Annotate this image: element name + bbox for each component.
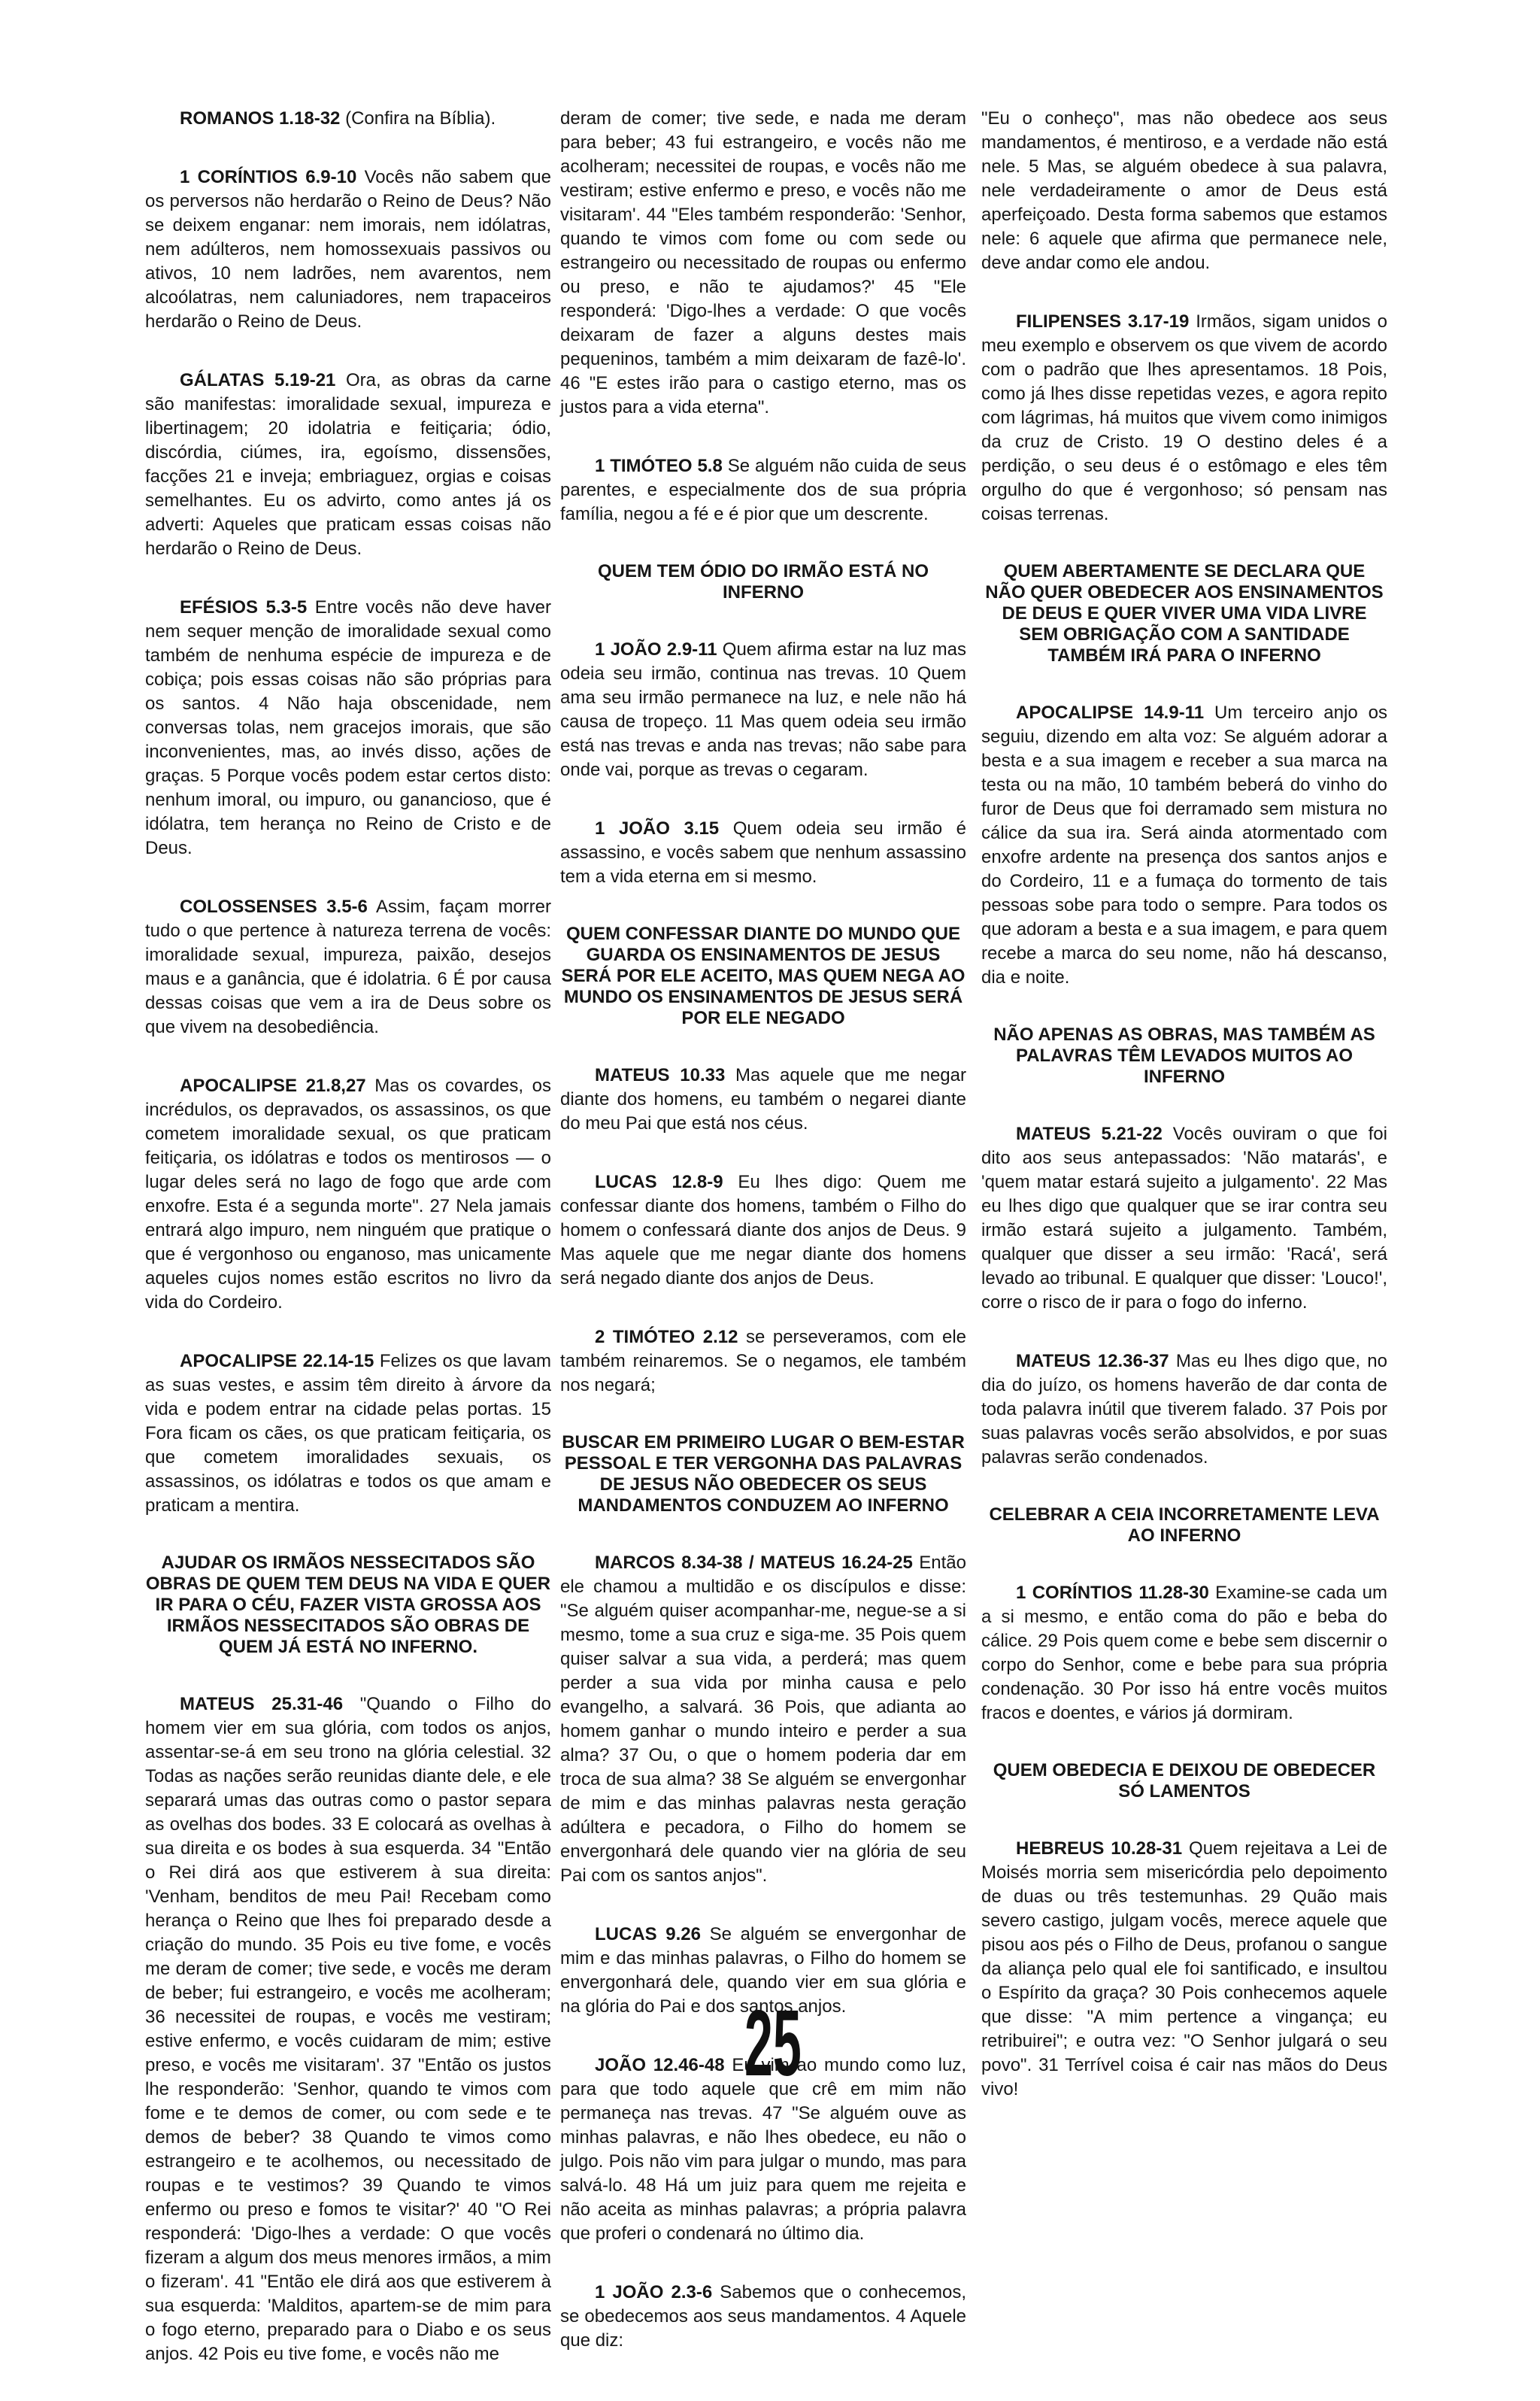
scripture-reference: FILIPENSES 3.17-19 xyxy=(1016,311,1190,332)
scripture-text: Assim, façam morrer tudo o que pertence à natureza terrena de vocês: imoralidade sexual, impureza, paixão, desejos maus e a ganância, que é idolatria. 6 É por causa dessas coisas que vem a ira de Deus sobre os que vivem na desobediência. xyxy=(145,897,552,1037)
scripture-passage xyxy=(560,1325,966,1398)
section-heading: QUEM OBEDECIA E DEIXOU DE OBEDECER SÓ LAMENTOS xyxy=(993,1760,1376,1802)
scripture-text: Mas os covardes, os incrédulos, os depravados, os assassinos, os que cometem imoralidade sexual, os que praticam feitiçaria, os idólatras e todos os mentirosos — o lugar deles será no lago de fogo que arde com enxofre. Esta é a segunda morte". 27 Nela jamais entrará algo impuro, nem ninguém que pratique o que é vergonhoso ou enganoso, mas unicamente aqueles cujos nomes estão escritos no livro da vida do Cordeiro. xyxy=(145,1076,552,1313)
scripture-reference: JOÃO 12.46-48 xyxy=(595,2055,725,2075)
scripture-passage xyxy=(981,1349,1387,1470)
scripture-reference: EFÉSIOS 5.3-5 xyxy=(180,597,308,618)
scripture-reference: 2 TIMÓTEO 2.12 xyxy=(595,1327,738,1347)
section-heading: BUSCAR EM PRIMEIRO LUGAR O BEM-ESTAR PESSOAL E TER VERGONHA DAS PALAVRAS DE JESUS NÃO OBEDECER OS SEUS MANDAMENTOS CONDUZEM AO INFERNO xyxy=(562,1432,965,1516)
section-heading: NÃO APENAS AS OBRAS, MAS TAMBÉM AS PALAVRAS TÊM LEVADOS MUITOS AO INFERNO xyxy=(993,1024,1375,1087)
scripture-reference: 1 JOÃO 2.3-6 xyxy=(595,2282,713,2302)
scripture-text: se perseveramos, com ele também reinaremos. Se o negamos, ele também nos negará; xyxy=(560,1327,966,1395)
scripture-reference: COLOSSENSES 3.5-6 xyxy=(180,897,368,917)
scripture-passage xyxy=(145,895,551,1040)
column-left xyxy=(145,107,551,2401)
section-heading: CELEBRAR A CEIA INCORRETAMENTE LEVA AO INFERNO xyxy=(989,1504,1380,1546)
scripture-reference: MATEUS 5.21-22 xyxy=(1016,1124,1163,1144)
scripture-passage xyxy=(145,165,551,334)
scripture-passage xyxy=(560,454,966,527)
scripture-passage xyxy=(560,1170,966,1291)
scripture-reference: 1 JOÃO 3.15 xyxy=(595,818,720,839)
scripture-reference: APOCALIPSE 22.14-15 xyxy=(180,1351,374,1371)
scripture-passage xyxy=(145,1349,551,1518)
scripture-text: Felizes os que lavam as suas vestes, e assim têm direito à árvore da vida e podem entrar na cidade pelas portas. 15 Fora ficam os cães, os que praticam feitiçaria, os que cometem imoralidades sexuais, os assassinos, os idólatras e todos os que amam e praticam a mentira. xyxy=(145,1351,551,1516)
scripture-reference: LUCAS 12.8-9 xyxy=(595,1172,723,1192)
scripture-reference: HEBREUS 10.28-31 xyxy=(1016,1838,1183,1859)
scripture-passage xyxy=(560,1064,966,1136)
scripture-text: Mas aquele que me negar diante dos homens, eu também o negarei diante do meu Pai que está nos céus. xyxy=(560,1065,966,1134)
scripture-passage xyxy=(145,596,551,861)
scripture-passage xyxy=(145,107,551,131)
column-right xyxy=(981,107,1387,2136)
scripture-text: Examine-se cada um a si mesmo, e então coma do pão e beba do cálice. 29 Pois quem come e bebe sem discernir o corpo do Senhor, come e bebe para sua própria condenação. 30 Por isso há entre vocês muitos fracos e doentes, e vários já dormiram. xyxy=(981,1583,1387,1723)
scripture-text: Quem odeia seu irmão é assassino, e vocês sabem que nenhum assassino tem a vida eterna em si mesmo. xyxy=(560,818,966,887)
section-heading: QUEM TEM ÓDIO DO IRMÃO ESTÁ NO INFERNO xyxy=(597,561,929,603)
section-heading: QUEM CONFESSAR DIANTE DO MUNDO QUE GUARDA OS ENSINAMENTOS DE JESUS SERÁ POR ELE ACEITO, MAS QUEM NEGA AO MUNDO OS ENSINAMENTOS DE JESUS SERÁ POR ELE NEGADO xyxy=(561,924,966,1028)
scripture-text: Então ele chamou a multidão e os discípulos e disse: "Se alguém quiser acompanhar-me, negue-se a si mesmo, tome a sua cruz e siga-me. 35 Pois quem quiser salvar a sua vida, a perderá; mas quem perder a sua vida por minha causa e pelo evangelho, a salvará. 36 Pois, que adianta ao homem ganhar o mundo inteiro e perder a sua alma? 37 Ou, o que o homem poderia dar em troca de sua alma? 38 Se alguém se envergonhar de mim e das minhas palavras nesta geração adúltera e pecadora, o Filho do homem se envergonhará dele quando vier na glória de seu Pai com os santos anjos". xyxy=(560,1553,966,1886)
scripture-reference: 1 CORÍNTIOS 6.9-10 xyxy=(180,167,357,187)
scripture-passage xyxy=(981,107,1387,275)
scripture-text: Quem afirma estar na luz mas odeia seu irmão, continua nas trevas. 10 Quem ama seu irmão permanece na luz, e nele não há causa de tropeço. 11 Mas quem odeia seu irmão está nas trevas e anda nas trevas; não sabe para onde vai, porque as trevas o cegaram. xyxy=(560,639,966,780)
scripture-passage xyxy=(981,1837,1387,2102)
scripture-reference: APOCALIPSE 21.8,27 xyxy=(180,1076,366,1096)
scripture-reference: MARCOS 8.34-38 / MATEUS 16.24-25 xyxy=(595,1553,913,1573)
scripture-text: (Confira na Bíblia). xyxy=(340,108,496,129)
scripture-passage xyxy=(981,1122,1387,1315)
scripture-passage xyxy=(981,310,1387,527)
scripture-text: deram de comer; tive sede, e nada me deram para beber; 43 fui estrangeiro, e vocês não me acolheram; necessitei de roupas, e vocês não me vestiram; estive enfermo e preso, e vocês não me visitaram'. 44 "Eles também responderão: 'Senhor, quando te vimos com fome ou com sede ou estrangeiro ou necessitado de roupas ou enfermo ou preso, e não te ajudamos?' 45 "Ele responderá: 'Digo-lhes a verdade: O que vocês deixaram de fazer a alguns destes mais pequeninos, também a mim deixaram de fazê-lo'. 46 "E estes irão para o castigo eterno, mas os justos para a vida eterna". xyxy=(560,108,966,417)
scripture-passage xyxy=(560,2281,966,2353)
scripture-passage xyxy=(981,701,1387,990)
section-heading: AJUDAR OS IRMÃOS NESSECITADOS SÃO OBRAS DE QUEM TEM DEUS NA VIDA E QUER IR PARA O CÉU, FAZER VISTA GROSSA AOS IRMÃOS NESSECITADOS SÃO OBRAS DE QUEM JÁ ESTÁ NO INFERNO. xyxy=(145,1553,551,1657)
scripture-reference: MATEUS 12.36-37 xyxy=(1016,1351,1169,1371)
scripture-passage xyxy=(981,1581,1387,1726)
scripture-text: Quem rejeitava a Lei de Moisés morria sem misericórdia pelo depoimento de duas ou três testemunhas. 29 Quão mais severo castigo, julgam vocês, merece aquele que pisou aos pés o Filho de Deus, profanou o sangue da aliança pelo qual ele foi santificado, e insultou o Espírito da graça? 30 Pois conhecemos aquele que disse: "A mim pertence a vingança; eu retribuirei"; e outra vez: "O Senhor julgará o seu povo". 31 Terrível coisa é cair nas mãos do Deus vivo! xyxy=(981,1838,1388,2099)
scripture-text: Eu vim ao mundo como luz, para que todo aquele que crê em mim não permaneça nas trevas. 47 "Se alguém ouve as minhas palavras, e não lhes obedece, eu não o julgo. Pois não vim para julgar o mundo, mas para salvá-lo. 48 Há um juiz para quem me rejeita e não aceita as minhas palavras; a própria palavra que proferi o condenará no último dia. xyxy=(560,2055,966,2244)
scripture-passage xyxy=(145,1074,551,1315)
scripture-text: Sabemos que o conhecemos, se obedecemos aos seus mandamentos. 4 Aquele que diz: xyxy=(560,2282,966,2351)
scripture-text: Ora, as obras da carne são manifestas: imoralidade sexual, impureza e libertinagem; 20 idolatria e feitiçaria; ódio, discórdia, ciúmes, ira, egoísmo, dissensões, facções 21 e inveja; embriaguez, orgias e coisas semelhantes. Eu os advirto, como antes já os adverti: Aqueles que praticam essas coisas não herdarão o Reino de Deus. xyxy=(145,370,551,559)
scripture-reference: ROMANOS 1.18-32 xyxy=(180,108,341,129)
scripture-reference: 1 TIMÓTEO 5.8 xyxy=(595,456,723,476)
scripture-reference: 1 CORÍNTIOS 11.28-30 xyxy=(1016,1583,1209,1603)
scripture-text: Eu lhes digo: Quem me confessar diante dos homens, também o Filho do homem o confessará diante dos anjos de Deus. 9 Mas aquele que me negar diante dos homens será negado diante dos anjos de Deus. xyxy=(560,1172,966,1289)
scripture-reference: APOCALIPSE 14.9-11 xyxy=(1016,703,1205,723)
scripture-text: Irmãos, sigam unidos o meu exemplo e observem os que vivem de acordo com o padrão que lhes apresentamos. 18 Pois, como já lhes disse repetidas vezes, e agora repito com lágrimas, há muitos que vivem como inimigos da cruz de Cristo. 19 O destino deles é a perdição, o seu deus é o estômago e eles têm orgulho do que é vergonhoso; só pensam nas coisas terrenas. xyxy=(981,311,1388,524)
scripture-text: Um terceiro anjo os seguiu, dizendo em alta voz: Se alguém adorar a besta e a sua imagem e receber a sua marca na testa ou na mão, 10 também beberá do vinho do furor de Deus que foi derramado sem mistura no cálice da sua ira. Será ainda atormentado com enxofre ardente na presença dos santos anjos e do Cordeiro, 11 e a fumaça do tormento de tais pessoas sobe para todo o sempre. Para todos os que adoram a besta e a sua imagem, e para quem recebe a marca do seu nome, não há descanso, dia e noite. xyxy=(981,703,1387,988)
scripture-reference: GÁLATAS 5.19-21 xyxy=(180,370,336,390)
scripture-text: Mas eu lhes digo que, no dia do juízo, os homens haverão de dar conta de toda palavra inútil que tiverem falado. 37 Pois por suas palavras vocês serão absolvidos, e por suas palavras serão condenados. xyxy=(981,1351,1387,1468)
scripture-text: "Eu o conheço", mas não obedece aos seus mandamentos, é mentiroso, e a verdade não está nele. 5 Mas, se alguém obedece à sua palavra, nele verdadeiramente o amor de Deus está aperfeiçoado. Desta forma sabemos que estamos nele: 6 aquele que afirma que permanece nele, deve andar como ele andou. xyxy=(981,108,1387,273)
scripture-passage xyxy=(145,369,551,561)
scripture-text: Se alguém não cuida de seus parentes, e especialmente dos de sua própria família, negou a fé e é pior que um descrente. xyxy=(560,456,966,524)
scripture-reference: MATEUS 10.33 xyxy=(595,1065,726,1085)
scripture-reference: MATEUS 25.31-46 xyxy=(180,1694,344,1714)
scripture-text: Se alguém se envergonhar de mim e das minhas palavras, o Filho do homem se envergonhará dele, quando vier em sua glória e na glória do Pai e dos santos anjos. xyxy=(560,1924,966,2017)
page-number: 25 xyxy=(744,1992,802,2096)
scripture-passage xyxy=(560,638,966,782)
scripture-reference: 1 JOÃO 2.9-11 xyxy=(595,639,717,660)
scripture-text: Vocês ouviram o que foi dito aos seus antepassados: 'Não matarás', e 'quem matar estará sujeito a julgamento'. 22 Mas eu lhes digo que qualquer que se irar contra seu irmão estará sujeito a julgamento. Também, qualquer que disser a seu irmão: 'Racá', será levado ao tribunal. E qualquer que disser: 'Louco!', corre o risco de ir para o fogo do inferno. xyxy=(981,1124,1387,1313)
scripture-passage xyxy=(560,817,966,889)
scripture-passage xyxy=(560,1551,966,1888)
scripture-reference: LUCAS 9.26 xyxy=(595,1924,701,1944)
section-heading: QUEM ABERTAMENTE SE DECLARA QUE NÃO QUER OBEDECER AOS ENSINAMENTOS DE DEUS E QUER VIVER UMA VIDA LIVRE SEM OBRIGAÇÃO COM A SANTIDADE TAMBÉM IRÁ PARA O INFERNO xyxy=(985,561,1384,666)
scripture-passage xyxy=(145,1692,551,2366)
scripture-passage xyxy=(560,107,966,420)
scripture-text: "Quando o Filho do homem vier em sua glória, com todos os anjos, assentar-se-á em seu trono na glória celestial. 32 Todas as nações serão reunidas diante dele, e ele separará umas das outras como o pastor separa as ovelhas dos bodes. 33 E colocará as ovelhas à sua direita e os bodes à sua esquerda. 34 "Então o Rei dirá aos que estiverem à sua direita: 'Venham, benditos de meu Pai! Recebam como herança o Reino que lhes foi preparado desde a criação do mundo. 35 Pois eu tive fome, e vocês me deram de comer; tive sede, e vocês me deram de beber; fui estrangeiro, e vocês me acolheram; 36 necessitei de roupas, e vocês me vestiram; estive enfermo, e vocês cuidaram de mim; estive preso, e vocês me visitaram'. 37 "Então os justos lhe responderão: 'Senhor, quando te vimos com fome e te demos de comer, ou com sede e te demos de beber? 38 Quando te vimos como estrangeiro e te acolhemos, ou necessitado de roupas e te vestimos? 39 Quando te vimos enfermo ou preso e fomos te visitar?' 40 "O Rei responderá: 'Digo-lhes a verdade: O que vocês fizeram a algum dos meus menores irmãos, a mim o fizeram'. 41 "Então ele dirá aos que estiverem à sua esquerda: 'Malditos, apartem-se de mim para o fogo eterno, preparado para o Diabo e os seus anjos. 42 Pois eu tive fome, e vocês não me xyxy=(145,1694,551,2364)
scripture-text: Entre vocês não deve haver nem sequer menção de imoralidade sexual como também de nenhuma espécie de impureza e de cobiça; pois essas coisas não são próprias para os santos. 4 Não haja obscenidade, nem conversas tolas, nem gracejos imorais, que são inconvenientes, mas, ao invés disso, ações de graças. 5 Porque vocês podem estar certos disto: nenhum imoral, ou impuro, ou ganancioso, que é idólatra, tem herança no Reino de Cristo e de Deus. xyxy=(145,597,551,858)
scripture-text: Vocês não sabem que os perversos não herdarão o Reino de Deus? Não se deixem enganar: nem imorais, nem idólatras, nem adúlteros, nem homossexuais passivos ou ativos, 10 nem ladrões, nem avarentos, nem alcoólatras, nem caluniadores, nem trapaceiros herdarão o Reino de Deus. xyxy=(145,167,551,332)
